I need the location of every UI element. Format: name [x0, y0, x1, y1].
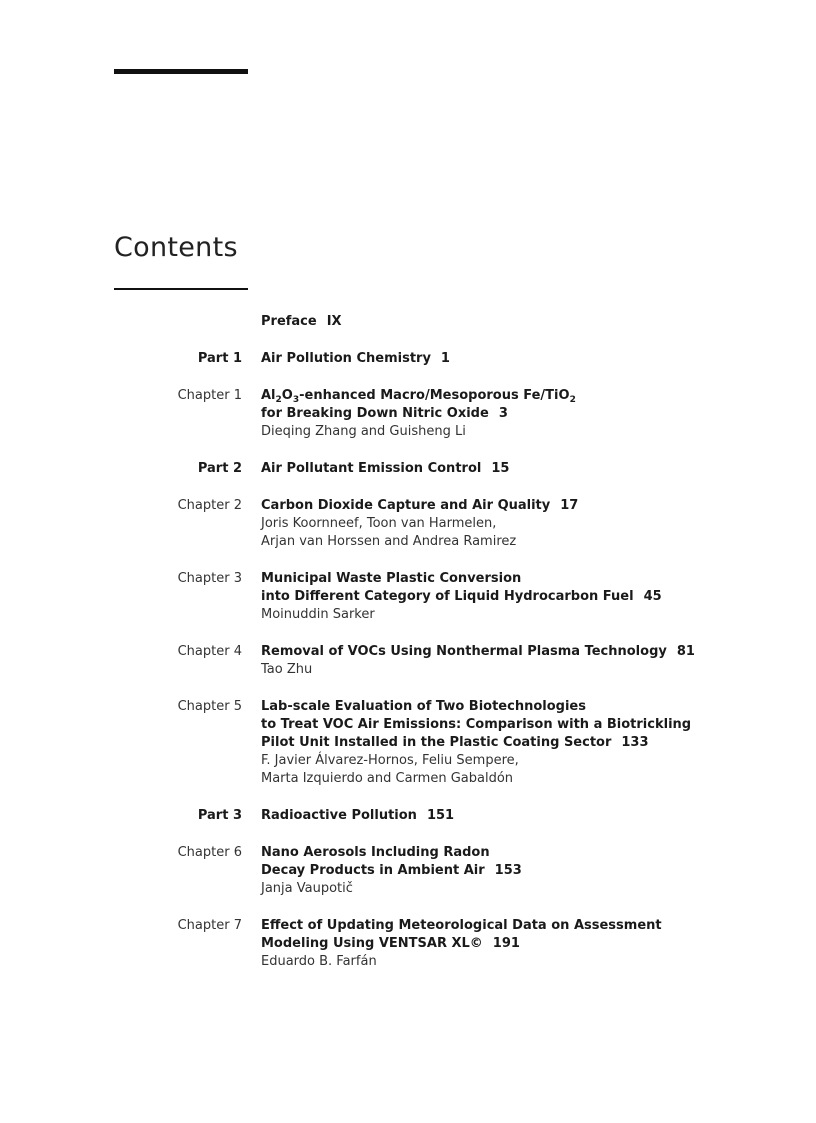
- chapter-authors: F. Javier Álvarez-Hornos, Feliu Sempere, Marta Izquierdo and Carmen Gabaldón: [261, 753, 519, 786]
- toc-part-1[interactable]: [0, 350, 816, 368]
- chapter-authors: Moinuddin Sarker: [261, 607, 375, 622]
- page-number: 151: [426, 808, 455, 823]
- toc-chapter-6[interactable]: [0, 844, 816, 898]
- chapter-label: Chapter 4: [177, 644, 242, 659]
- chapter-authors: Janja Vaupotič: [261, 881, 353, 896]
- page-number: 153: [494, 863, 522, 878]
- part-title[interactable]: Air Pollution Chemistry 1: [261, 351, 450, 366]
- page-number: 1: [440, 351, 450, 366]
- chapter-label: Chapter 2: [177, 498, 242, 513]
- page-number: 81: [676, 644, 695, 659]
- toc-chapter-7[interactable]: [0, 917, 816, 971]
- chapter-authors: Dieqing Zhang and Guisheng Li: [261, 424, 466, 439]
- chapter-label: Chapter 3: [177, 571, 242, 586]
- page-number: 17: [560, 498, 579, 513]
- title-underline: [114, 288, 248, 290]
- preface-title[interactable]: Preface IX: [261, 314, 342, 329]
- part-label: Part 3: [197, 808, 242, 823]
- chapter-title[interactable]: Municipal Waste Plastic Conversion into Different Category of Liquid Hydrocarbon Fuel 45: [261, 571, 662, 604]
- toc-part-3[interactable]: [0, 807, 816, 825]
- toc-chapter-3[interactable]: [0, 570, 816, 624]
- page-number: 15: [491, 461, 510, 476]
- page-number: 3: [498, 406, 508, 421]
- page-title: Contents: [114, 232, 238, 263]
- chapter-title[interactable]: $Al_2O_3$-enhanced Macro/Mesoporous Fe/TiO$_2$ for Breaking Down Nitric Oxide 3: [261, 388, 576, 421]
- toc-chapter-1[interactable]: [0, 387, 816, 441]
- chapter-title[interactable]: Effect of Updating Meteorological Data on Assessment Modeling Using VENTSAR XL© 191: [261, 918, 662, 951]
- chapter-label: Chapter 5: [177, 699, 242, 714]
- part-label: Part 2: [197, 461, 242, 476]
- chapter-title[interactable]: Lab-scale Evaluation of Two Biotechnologies to Treat VOC Air Emissions: Comparison with a Biotrickling Pilot Unit Installed in the Plastic Coating Sector 133: [261, 699, 692, 750]
- chapter-authors: Joris Koornneef, Toon van Harmelen, Arjan van Horssen and Andrea Ramirez: [261, 516, 517, 549]
- toc-chapter-5[interactable]: [0, 698, 816, 788]
- page-number: 133: [621, 735, 649, 750]
- chapter-authors: Eduardo B. Farfán: [261, 954, 377, 969]
- table-of-contents: [0, 313, 816, 990]
- toc-preface[interactable]: [0, 313, 816, 331]
- chapter-title[interactable]: Carbon Dioxide Capture and Air Quality 17: [261, 498, 579, 513]
- part-title[interactable]: Air Pollutant Emission Control 15: [261, 461, 510, 476]
- page-number: 191: [492, 936, 520, 951]
- chapter-title[interactable]: Nano Aerosols Including Radon Decay Products in Ambient Air 153: [261, 845, 522, 878]
- chapter-title[interactable]: Removal of VOCs Using Nonthermal Plasma Technology 81: [261, 644, 695, 659]
- chapter-authors: Tao Zhu: [261, 662, 313, 677]
- part-title[interactable]: Radioactive Pollution 151: [261, 808, 455, 823]
- toc-part-2[interactable]: [0, 460, 816, 478]
- part-label: Part 1: [197, 351, 242, 366]
- top-rule: [114, 69, 248, 74]
- chapter-label: Chapter 6: [177, 845, 242, 860]
- toc-chapter-2[interactable]: [0, 497, 816, 551]
- page-number: IX: [326, 314, 342, 329]
- chapter-label: Chapter 7: [177, 918, 242, 933]
- toc-chapter-4[interactable]: [0, 643, 816, 679]
- chapter-label: Chapter 1: [177, 388, 242, 403]
- page-number: 45: [643, 589, 662, 604]
